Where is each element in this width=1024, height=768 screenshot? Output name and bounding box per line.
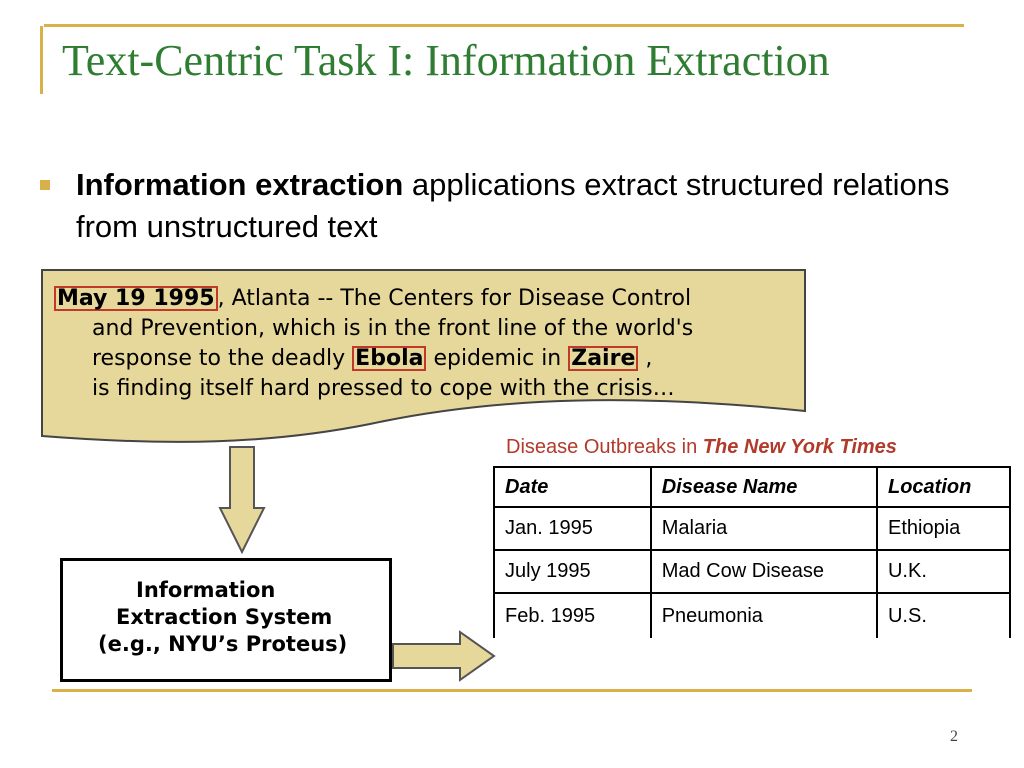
cell-disease: Malaria <box>651 507 877 550</box>
article-line-4: is finding itself hard pressed to cope with the crisis… <box>92 376 675 401</box>
bullet-bold-term: Information extraction <box>76 167 404 202</box>
cell-date: July 1995 <box>494 550 651 593</box>
table-row <box>494 507 1010 550</box>
article-line-2: and Prevention, which is in the front line of the world's <box>92 316 694 341</box>
table-row <box>494 593 1010 638</box>
column-header-date: Date <box>494 467 651 507</box>
title-frame-left-line <box>40 26 43 94</box>
article-line-1: May 19 1995 , Atlanta -- The Centers for Disease Control <box>54 284 794 314</box>
bullet-rest: applications extract structured relations from unstructured text <box>76 167 950 244</box>
cell-location: Ethiopia <box>877 507 1010 550</box>
cell-date: Feb. 1995 <box>494 593 651 638</box>
slide-title: Text-Centric Task I: Information Extraction <box>62 36 830 85</box>
cell-disease: Pneumonia <box>651 593 877 638</box>
extraction-system-label: Information Extraction System (e.g., NYU’s Proteus) <box>98 578 348 656</box>
table-row <box>494 550 1010 593</box>
column-header-disease: Disease Name <box>651 467 877 507</box>
cell-disease: Mad Cow Disease <box>651 550 877 593</box>
title-frame-top-line <box>44 24 964 27</box>
page-number: 2 <box>950 728 958 745</box>
disease-highlight: Ebola <box>352 346 426 371</box>
table-caption-source: The New York Times <box>702 436 897 458</box>
bullet-text <box>76 164 996 248</box>
location-highlight: Zaire <box>568 346 638 371</box>
article-text <box>54 284 794 404</box>
cell-location: U.K. <box>877 550 1010 593</box>
bullet-square-icon <box>40 180 50 190</box>
column-header-location: Location <box>877 467 1010 507</box>
article-line-3: response to the deadly Ebola epidemic in Zaire , <box>92 346 653 371</box>
right-arrow-icon <box>392 628 496 684</box>
cell-date: Jan. 1995 <box>494 507 651 550</box>
disease-outbreaks-table <box>493 466 1011 638</box>
cell-location: U.S. <box>877 593 1010 638</box>
table-header-row <box>494 467 1010 507</box>
table-caption: Disease Outbreaks in The New York Times <box>506 436 897 458</box>
date-highlight: May 19 1995 <box>54 286 218 311</box>
down-arrow-icon <box>218 446 266 556</box>
footer-rule <box>52 689 972 692</box>
